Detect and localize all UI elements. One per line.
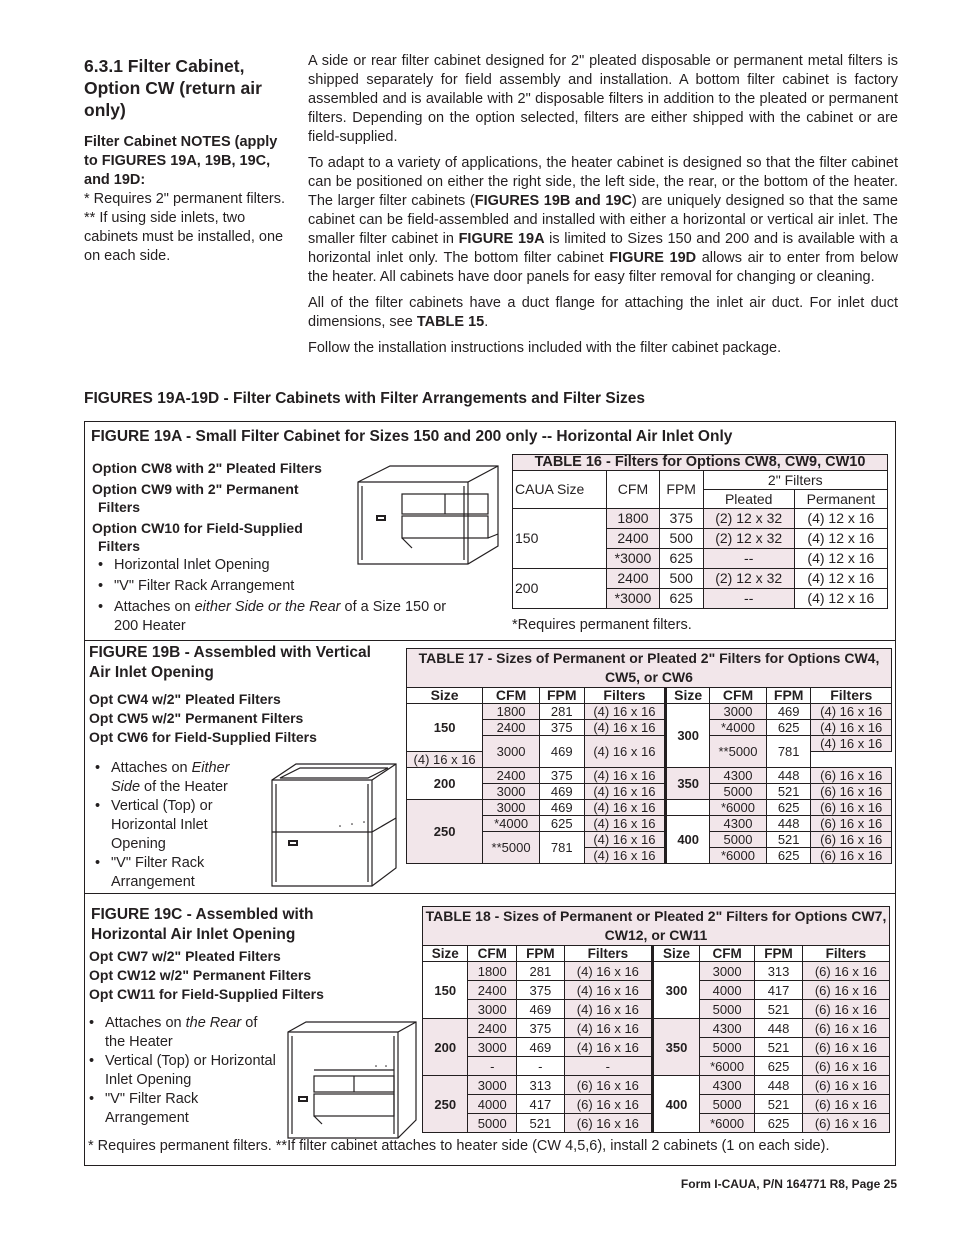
cell: *6000 — [710, 848, 767, 864]
body-text — [308, 52, 898, 365]
cell: 625 — [755, 1057, 803, 1076]
fig19b-bullet-3: • "V" Filter Rack Arrangement — [89, 854, 259, 892]
cell: (4) 16 x 16 — [584, 848, 666, 864]
cell: 400 — [666, 816, 710, 864]
cell: 625 — [755, 1114, 803, 1133]
fig19b-option-cw4: Opt CW4 w/2" Pleated Filters — [89, 691, 281, 707]
cell: (6) 16 x 16 — [802, 1076, 889, 1095]
cell: **5000 — [710, 736, 767, 768]
cell: 3000 — [699, 962, 754, 981]
cell: 625 — [659, 589, 703, 609]
t17-h-fpm-2: FPM — [766, 688, 811, 704]
cell: 5000 — [699, 1095, 754, 1114]
table-row — [513, 569, 888, 589]
cell: 281 — [517, 962, 565, 981]
cell: *4000 — [710, 720, 767, 736]
cell: 313 — [755, 962, 803, 981]
cell: 5000 — [468, 1114, 517, 1133]
fig19c-option-cw7: Opt CW7 w/2" Pleated Filters — [89, 948, 281, 964]
cell: 4000 — [468, 1095, 517, 1114]
table-row — [407, 768, 892, 784]
cell: 3000 — [468, 1000, 517, 1019]
cell: (4) 16 x 16 — [564, 1019, 652, 1038]
cell: (6) 16 x 16 — [802, 1114, 889, 1133]
cell: 781 — [766, 736, 811, 768]
cell: (6) 16 x 16 — [802, 1038, 889, 1057]
vertical-inlet-cabinet-illustration — [268, 760, 400, 890]
cell: (4) 16 x 16 — [407, 752, 483, 768]
cell: (4) 16 x 16 — [811, 704, 892, 720]
t17-h-cfm: CFM — [483, 688, 540, 704]
cell: (4) 16 x 16 — [564, 962, 652, 981]
cell: (4) 16 x 16 — [584, 784, 666, 800]
t16-h-pleated: Pleated — [703, 490, 794, 509]
fig19a-title: FIGURE 19A - Small Filter Cabinet for Sizes 150 and 200 only -- Horizontal Air Inlet Only — [91, 428, 733, 445]
cell: (2) 12 x 32 — [703, 529, 794, 549]
fig19a-option-cw10: Option CW10 for Field-Supplied Filters — [92, 520, 303, 554]
t17-h-fpm: FPM — [539, 688, 584, 704]
cell: - — [468, 1057, 517, 1076]
fig19c-option-cw12: Opt CW12 w/2" Permanent Filters — [89, 967, 312, 983]
cell: 469 — [539, 736, 584, 768]
cell: 4300 — [699, 1076, 754, 1095]
cell: (6) 16 x 16 — [811, 784, 892, 800]
table-row — [423, 1019, 890, 1038]
table-row — [423, 1076, 890, 1095]
cell: (6) 16 x 16 — [802, 962, 889, 981]
cell: *6000 — [699, 1114, 754, 1133]
cell: (6) 16 x 16 — [564, 1095, 652, 1114]
cell: 250 — [407, 800, 483, 864]
cell: -- — [703, 589, 794, 609]
cell: 448 — [755, 1019, 803, 1038]
cell: 200 — [407, 768, 483, 800]
cell: 375 — [539, 720, 584, 736]
fig19b-title: FIGURE 19B - Assembled with Vertical Air Inlet Opening — [89, 644, 371, 681]
fig19c-bullet-3: • "V" Filter Rack Arrangement — [83, 1090, 281, 1128]
cell: 448 — [766, 768, 811, 784]
cell: (4) 16 x 16 — [584, 800, 666, 816]
cell: -- — [703, 549, 794, 569]
t16-h-size: CAUA Size — [513, 471, 607, 509]
paragraph-3: All of the filter cabinets have a duct flange for attaching the inlet air duct. For inlet duct dimensions, see TABLE 15. — [308, 295, 898, 330]
cell: *4000 — [483, 816, 540, 832]
cell: (4) 12 x 16 — [794, 529, 887, 549]
cell: (4) 16 x 16 — [811, 720, 892, 736]
cell: (6) 16 x 16 — [802, 981, 889, 1000]
filter-cabinet-notes — [84, 133, 289, 266]
cell: 500 — [659, 529, 703, 549]
cell: 200 — [423, 1019, 468, 1076]
divider-19a-19b — [84, 640, 896, 641]
fig19a-option-cw8: Option CW8 with 2" Pleated Filters — [92, 460, 322, 476]
table-17 — [406, 648, 892, 864]
t17-h-size-2: Size — [666, 688, 710, 704]
cell: 521 — [766, 784, 811, 800]
table-18-header — [423, 946, 890, 962]
table-row — [407, 800, 892, 816]
table-16 — [512, 454, 888, 609]
cell: 3000 — [483, 784, 540, 800]
cell: 1800 — [607, 509, 660, 529]
cell: **5000 — [483, 832, 540, 864]
cell: 2400 — [607, 569, 660, 589]
t16-h-fpm: FPM — [659, 471, 703, 509]
cell: 2400 — [468, 1019, 517, 1038]
cell: (6) 16 x 16 — [564, 1076, 652, 1095]
cell: (6) 16 x 16 — [811, 768, 892, 784]
cell: *6000 — [710, 800, 767, 816]
cell: 5000 — [699, 1000, 754, 1019]
t16-h-permanent: Permanent — [794, 490, 887, 509]
table-row — [513, 509, 888, 529]
paragraph-2: To adapt to a variety of applications, the heater cabinet is designed so that the filter cabinet can be positioned on either the right side, the left side, the rear, or the bottom of the heater. The larger filter cabinets (FIGURES 19B and 19C) are uniquely designed so that the same cabinet can be field-assembled and installed with either a horizontal or vertical air inlet. The smaller filter cabinet in FIGURE 19A is limited to Sizes 150 and 200 and is available with a horizontal inlet only. The bottom filter cabinet FIGURE 19D allows air to enter from below the heater. All cabinets have door panels for easy filter removal for changing or cleaning. — [308, 155, 898, 285]
cell: 2400 — [607, 529, 660, 549]
cell: 469 — [539, 800, 584, 816]
cell: 5000 — [710, 784, 767, 800]
cell: (4) 16 x 16 — [584, 768, 666, 784]
cell: 521 — [755, 1095, 803, 1114]
t16-size-150: 150 — [513, 509, 607, 569]
table-row — [407, 704, 892, 720]
cell: 400 — [653, 1076, 700, 1133]
fig19b-bullet-2: • Vertical (Top) or Horizontal Inlet Opening — [89, 797, 259, 854]
fig19c-bullets — [83, 1014, 281, 1128]
table-18 — [422, 906, 890, 1133]
cell: 781 — [539, 832, 584, 864]
t18-h-cfm-2: CFM — [699, 946, 754, 962]
cell: (6) 16 x 16 — [802, 1095, 889, 1114]
fig19b-option-cw5: Opt CW5 w/2" Permanent Filters — [89, 710, 304, 726]
cell: (4) 12 x 16 — [794, 549, 887, 569]
cell: (4) 16 x 16 — [811, 736, 892, 752]
cell: *6000 — [699, 1057, 754, 1076]
cell: (6) 16 x 16 — [564, 1114, 652, 1133]
cell: 150 — [407, 704, 483, 752]
cell: 350 — [666, 768, 710, 800]
cell: (4) 12 x 16 — [794, 569, 887, 589]
t17-h-cfm-2: CFM — [710, 688, 767, 704]
cell: 375 — [659, 509, 703, 529]
fig19c-bullet-2: • Vertical (Top) or Horizontal Inlet Opening — [83, 1052, 281, 1090]
cell: - — [517, 1057, 565, 1076]
cell: *3000 — [607, 589, 660, 609]
cell: (2) 12 x 32 — [703, 569, 794, 589]
cell: - — [564, 1057, 652, 1076]
cell: (6) 16 x 16 — [811, 848, 892, 864]
cell: 625 — [659, 549, 703, 569]
cell: 625 — [766, 800, 811, 816]
cell: 3000 — [483, 800, 540, 816]
t17-h-filters: Filters — [584, 688, 666, 704]
cell: 469 — [539, 784, 584, 800]
section-title: 6.3.1 Filter Cabinet, Option CW (return air only) — [84, 56, 262, 120]
table-18-title: TABLE 18 - Sizes of Permanent or Pleated 2" Filters for Options CW7, CW12, or CW11 — [423, 907, 890, 946]
t17-h-size: Size — [407, 688, 483, 704]
cell: (4) 16 x 16 — [564, 1000, 652, 1019]
cell: (6) 16 x 16 — [802, 1019, 889, 1038]
cell: (4) 12 x 16 — [794, 589, 887, 609]
t18-h-fpm-2: FPM — [755, 946, 803, 962]
cell: 1800 — [468, 962, 517, 981]
t18-h-filters-2: Filters — [802, 946, 889, 962]
cell: 375 — [517, 981, 565, 1000]
t18-h-fpm: FPM — [517, 946, 565, 962]
t18-h-filters: Filters — [564, 946, 652, 962]
cell: 2400 — [483, 720, 540, 736]
cell: 1800 — [483, 704, 540, 720]
cell: 300 — [666, 704, 710, 768]
cell: 2400 — [483, 768, 540, 784]
notes-heading: Filter Cabinet NOTES (apply to FIGURES 19A, 19B, 19C, and 19D: — [84, 134, 278, 188]
cell: 500 — [659, 569, 703, 589]
fig19c-bullet-1: • Attaches on the Rear of the Heater — [83, 1014, 281, 1052]
cell: (4) 16 x 16 — [584, 832, 666, 848]
cell: 281 — [539, 704, 584, 720]
cell: (4) 16 x 16 — [584, 704, 666, 720]
table-row — [423, 962, 890, 981]
cell: 313 — [517, 1076, 565, 1095]
cell: (4) 12 x 16 — [794, 509, 887, 529]
table-16-title: TABLE 16 - Filters for Options CW8, CW9, CW10 — [513, 455, 888, 471]
fig19a-bullet-1: • Horizontal Inlet Opening — [92, 556, 472, 575]
cell: 521 — [766, 832, 811, 848]
cell: 2400 — [468, 981, 517, 1000]
cell: 521 — [755, 1000, 803, 1019]
cell: 521 — [755, 1038, 803, 1057]
cell: 3000 — [468, 1076, 517, 1095]
cell: 625 — [539, 816, 584, 832]
fig19c-options — [89, 947, 324, 1004]
fig19a-bullet-2: • "V" Filter Rack Arrangement — [92, 577, 472, 596]
cell: (4) 16 x 16 — [584, 736, 666, 768]
page-footer: Form I-CAUA, P/N 164771 R8, Page 25 — [680, 1177, 897, 1191]
fig19b-bullets — [89, 759, 259, 892]
note-permanent-filters: * Requires 2" permanent filters. — [84, 191, 285, 207]
fig19b-option-cw6: Opt CW6 for Field-Supplied Filters — [89, 729, 317, 745]
cell: (4) 16 x 16 — [584, 816, 666, 832]
cell: (6) 16 x 16 — [811, 832, 892, 848]
fig19a-option-cw9: Option CW9 with 2" Permanent Filters — [92, 481, 299, 515]
cell: 3000 — [710, 704, 767, 720]
cell: 625 — [766, 848, 811, 864]
cell — [666, 800, 710, 816]
cell: (4) 16 x 16 — [584, 720, 666, 736]
cell: 3000 — [468, 1038, 517, 1057]
cell: 375 — [517, 1019, 565, 1038]
note-side-inlets: ** If using side inlets, two cabinets must be installed, one on each side. — [84, 210, 284, 264]
cell: 4300 — [710, 768, 767, 784]
fig19c-title: FIGURE 19C - Assembled with Horizontal Air Inlet Opening — [91, 906, 314, 943]
figures-heading: FIGURES 19A-19D - Filter Cabinets with Filter Arrangements and Filter Sizes — [84, 390, 645, 407]
cell: 4000 — [699, 981, 754, 1000]
horizontal-inlet-cabinet-illustration — [284, 1018, 420, 1142]
cell: 469 — [517, 1038, 565, 1057]
cell: 417 — [755, 981, 803, 1000]
table-17-header — [407, 688, 892, 704]
cell: 4300 — [710, 816, 767, 832]
cell: 469 — [766, 704, 811, 720]
fig19c-option-cw11: Opt CW11 for Field-Supplied Filters — [89, 986, 324, 1002]
cell: 521 — [517, 1114, 565, 1133]
cell: (6) 16 x 16 — [811, 816, 892, 832]
t16-size-200: 200 — [513, 569, 607, 609]
t18-h-size-2: Size — [653, 946, 700, 962]
cell: 350 — [653, 1019, 700, 1076]
cell: 448 — [766, 816, 811, 832]
fig19b-bullet-1: • Attaches on Either Side of the Heater — [89, 759, 259, 797]
t18-h-size: Size — [423, 946, 468, 962]
t17-h-filters-2: Filters — [811, 688, 892, 704]
fig19b-options — [89, 690, 317, 747]
cell: 3000 — [483, 736, 540, 768]
paragraph-1: A side or rear filter cabinet designed for 2" pleated disposable or permanent metal filters is shipped separately for field assembly and installation. A bottom filter cabinet is factory assembled and is available with 2" disposable filters in addition to the pleated or permanent filters. Depending on the option selected, filters are either shipped with the cabinet or are field-supplied. — [308, 53, 898, 145]
cell: 417 — [517, 1095, 565, 1114]
cell: 375 — [539, 768, 584, 784]
cell: (6) 16 x 16 — [802, 1057, 889, 1076]
small-filter-cabinet-illustration — [352, 460, 502, 570]
cell: 150 — [423, 962, 468, 1019]
t18-h-cfm: CFM — [468, 946, 517, 962]
cell: (2) 12 x 32 — [703, 509, 794, 529]
table-17-title: TABLE 17 - Sizes of Permanent or Pleated 2" Filters for Options CW4, CW5, or CW6 — [407, 649, 892, 688]
bottom-note: * Requires permanent filters. **If filter cabinet attaches to heater side (CW 4,5,6), install 2 cabinets (1 on each side). — [88, 1138, 830, 1154]
cell: *3000 — [607, 549, 660, 569]
t16-h-filters: 2" Filters — [703, 471, 887, 490]
fig19a-bullet-3: • Attaches on either Side or the Rear of a Size 150 or 200 Heater — [92, 598, 472, 636]
cell: 448 — [755, 1076, 803, 1095]
table-16-footnote: *Requires permanent filters. — [512, 617, 692, 633]
divider-19b-19c — [84, 893, 896, 894]
cell: 5000 — [710, 832, 767, 848]
paragraph-4: Follow the installation instructions included with the filter cabinet package. — [308, 340, 782, 356]
cell: 4300 — [699, 1019, 754, 1038]
cell: (4) 16 x 16 — [564, 1038, 652, 1057]
cell: (6) 16 x 16 — [811, 800, 892, 816]
cell: 469 — [517, 1000, 565, 1019]
cell: (4) 16 x 16 — [564, 981, 652, 1000]
cell: (6) 16 x 16 — [802, 1000, 889, 1019]
t16-h-cfm: CFM — [607, 471, 660, 509]
cell: 5000 — [699, 1038, 754, 1057]
cell: 250 — [423, 1076, 468, 1133]
cell: 625 — [766, 720, 811, 736]
cell: 300 — [653, 962, 700, 1019]
